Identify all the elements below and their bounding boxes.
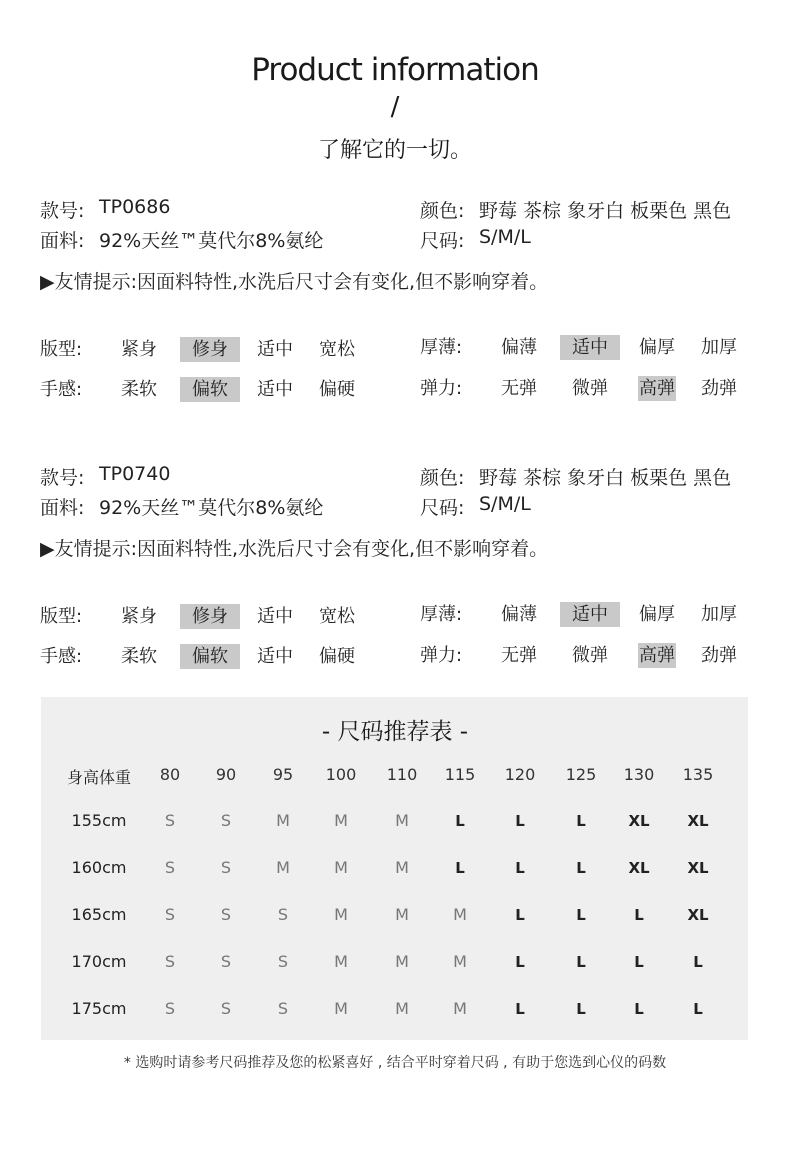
size-cell: L xyxy=(634,1000,644,1018)
size-cell: M xyxy=(395,952,409,971)
stretch-option: 微弹 xyxy=(572,645,608,666)
height-header: 160cm xyxy=(71,858,127,877)
feel-option: 偏硬 xyxy=(319,379,355,400)
color-label: 颜色: xyxy=(420,467,465,489)
size-cell: L xyxy=(576,906,586,924)
fabric-label: 面料: xyxy=(40,230,85,252)
size-cell: S xyxy=(277,952,289,971)
size-cell: M xyxy=(334,952,348,971)
fit-option: 紧身 xyxy=(121,339,157,360)
size-cell: S xyxy=(164,905,176,924)
size-cell: XL xyxy=(687,906,709,924)
size-cell: M xyxy=(276,858,290,877)
weight-header: 120 xyxy=(504,765,536,784)
title-slash: / xyxy=(390,92,400,122)
size-cell: L xyxy=(576,953,586,971)
size-cell: XL xyxy=(687,812,709,830)
size-cell: S xyxy=(220,999,232,1018)
size-cell: L xyxy=(515,1000,525,1018)
fit-option: 适中 xyxy=(257,606,293,627)
size-cell: XL xyxy=(687,859,709,877)
stretch-option: 无弹 xyxy=(501,378,537,399)
size-cell: M xyxy=(276,811,290,830)
thickness-option-selected: 适中 xyxy=(560,335,620,360)
size-cell: L xyxy=(693,953,703,971)
thickness-option: 加厚 xyxy=(701,604,737,625)
size-cell: L xyxy=(455,812,465,830)
size-cell: L xyxy=(576,812,586,830)
height-header: 155cm xyxy=(71,811,127,830)
page-subtitle: 了解它的一切。 xyxy=(317,138,472,163)
feel-option: 适中 xyxy=(257,379,293,400)
fit-option-selected: 修身 xyxy=(180,337,240,362)
page-title: Product information xyxy=(251,52,539,88)
weight-header: 130 xyxy=(623,765,655,784)
height-header: 175cm xyxy=(71,999,127,1018)
size-cell: M xyxy=(334,858,348,877)
color-value: 野莓 茶棕 象牙白 板栗色 黑色 xyxy=(479,200,732,222)
size-cell: M xyxy=(334,999,348,1018)
size-cell: M xyxy=(395,858,409,877)
size-cell: M xyxy=(453,999,467,1018)
height-header: 170cm xyxy=(71,952,127,971)
size-cell: S xyxy=(277,905,289,924)
style-number-value: TP0686 xyxy=(99,196,171,218)
care-tip: ▶友情提示:因面料特性,水洗后尺寸会有变化,但不影响穿着。 xyxy=(40,271,549,293)
thickness-option: 偏厚 xyxy=(639,337,675,358)
stretch-option: 劲弹 xyxy=(701,645,737,666)
feel-option-selected: 偏软 xyxy=(180,377,240,402)
size-cell: M xyxy=(395,811,409,830)
thickness-option: 加厚 xyxy=(701,337,737,358)
feel-option: 偏硬 xyxy=(319,646,355,667)
feel-option: 柔软 xyxy=(121,379,157,400)
size-cell: M xyxy=(453,905,467,924)
fit-option-selected: 修身 xyxy=(180,604,240,629)
style-number-label: 款号: xyxy=(40,200,85,222)
size-cell: L xyxy=(576,859,586,877)
weight-header: 100 xyxy=(325,765,357,784)
stretch-label: 弹力: xyxy=(420,645,463,666)
feel-option-selected: 偏软 xyxy=(180,644,240,669)
size-cell: M xyxy=(395,999,409,1018)
color-label: 颜色: xyxy=(420,200,465,222)
size-cell: M xyxy=(395,905,409,924)
size-cell: L xyxy=(515,953,525,971)
stretch-option: 劲弹 xyxy=(701,378,737,399)
size-label: 尺码: xyxy=(420,230,465,252)
size-cell: S xyxy=(220,952,232,971)
size-cell: L xyxy=(515,812,525,830)
stretch-label: 弹力: xyxy=(420,378,463,399)
size-cell: M xyxy=(334,811,348,830)
stretch-option: 无弹 xyxy=(501,645,537,666)
thickness-option: 偏薄 xyxy=(501,337,537,358)
feel-label: 手感: xyxy=(40,379,83,400)
size-cell: S xyxy=(164,858,176,877)
size-table-title: - 尺码推荐表 - xyxy=(321,719,469,745)
fit-label: 版型: xyxy=(40,339,83,360)
size-table-footnote: * 选购时请参考尺码推荐及您的松紧喜好 , 结合平时穿着尺码 , 有助于您选到心仪的码数 xyxy=(123,1055,667,1071)
weight-header: 115 xyxy=(444,765,476,784)
size-cell: L xyxy=(576,1000,586,1018)
size-table-corner-header: 身高体重 xyxy=(66,768,131,787)
stretch-option: 微弹 xyxy=(572,378,608,399)
weight-header: 90 xyxy=(215,765,237,784)
stretch-option-selected: 高弹 xyxy=(639,645,675,666)
fit-option: 宽松 xyxy=(319,606,355,627)
size-cell: L xyxy=(455,859,465,877)
size-cell: S xyxy=(277,999,289,1018)
feel-option: 适中 xyxy=(257,646,293,667)
weight-header: 95 xyxy=(272,765,294,784)
thickness-label: 厚薄: xyxy=(420,604,463,625)
thickness-label: 厚薄: xyxy=(420,337,463,358)
fit-option: 紧身 xyxy=(121,606,157,627)
size-cell: XL xyxy=(628,859,650,877)
size-value: S/M/L xyxy=(479,226,531,248)
style-number-value: TP0740 xyxy=(99,463,171,485)
feel-option: 柔软 xyxy=(121,646,157,667)
fabric-value: 92%天丝™莫代尔8%氨纶 xyxy=(99,497,324,519)
weight-header: 110 xyxy=(386,765,418,784)
size-value: S/M/L xyxy=(479,493,531,515)
size-cell: M xyxy=(334,905,348,924)
weight-header: 125 xyxy=(565,765,597,784)
size-cell: S xyxy=(164,952,176,971)
fit-option: 适中 xyxy=(257,339,293,360)
fit-option: 宽松 xyxy=(319,339,355,360)
size-cell: S xyxy=(220,905,232,924)
weight-header: 135 xyxy=(682,765,714,784)
size-cell: L xyxy=(634,906,644,924)
stretch-option-selected: 高弹 xyxy=(639,378,675,399)
color-value: 野莓 茶棕 象牙白 板栗色 黑色 xyxy=(479,467,732,489)
size-cell: L xyxy=(634,953,644,971)
weight-header: 80 xyxy=(159,765,181,784)
thickness-option: 偏薄 xyxy=(501,604,537,625)
size-label: 尺码: xyxy=(420,497,465,519)
fit-label: 版型: xyxy=(40,606,83,627)
size-cell: XL xyxy=(628,812,650,830)
height-header: 165cm xyxy=(71,905,127,924)
size-cell: M xyxy=(453,952,467,971)
size-cell: S xyxy=(220,811,232,830)
size-cell: L xyxy=(515,859,525,877)
thickness-option-selected: 适中 xyxy=(560,602,620,627)
feel-label: 手感: xyxy=(40,646,83,667)
fabric-value: 92%天丝™莫代尔8%氨纶 xyxy=(99,230,324,252)
size-cell: S xyxy=(164,999,176,1018)
style-number-label: 款号: xyxy=(40,467,85,489)
fabric-label: 面料: xyxy=(40,497,85,519)
size-cell: L xyxy=(515,906,525,924)
care-tip: ▶友情提示:因面料特性,水洗后尺寸会有变化,但不影响穿着。 xyxy=(40,538,549,560)
size-cell: S xyxy=(220,858,232,877)
size-cell: L xyxy=(693,1000,703,1018)
size-cell: S xyxy=(164,811,176,830)
thickness-option: 偏厚 xyxy=(639,604,675,625)
